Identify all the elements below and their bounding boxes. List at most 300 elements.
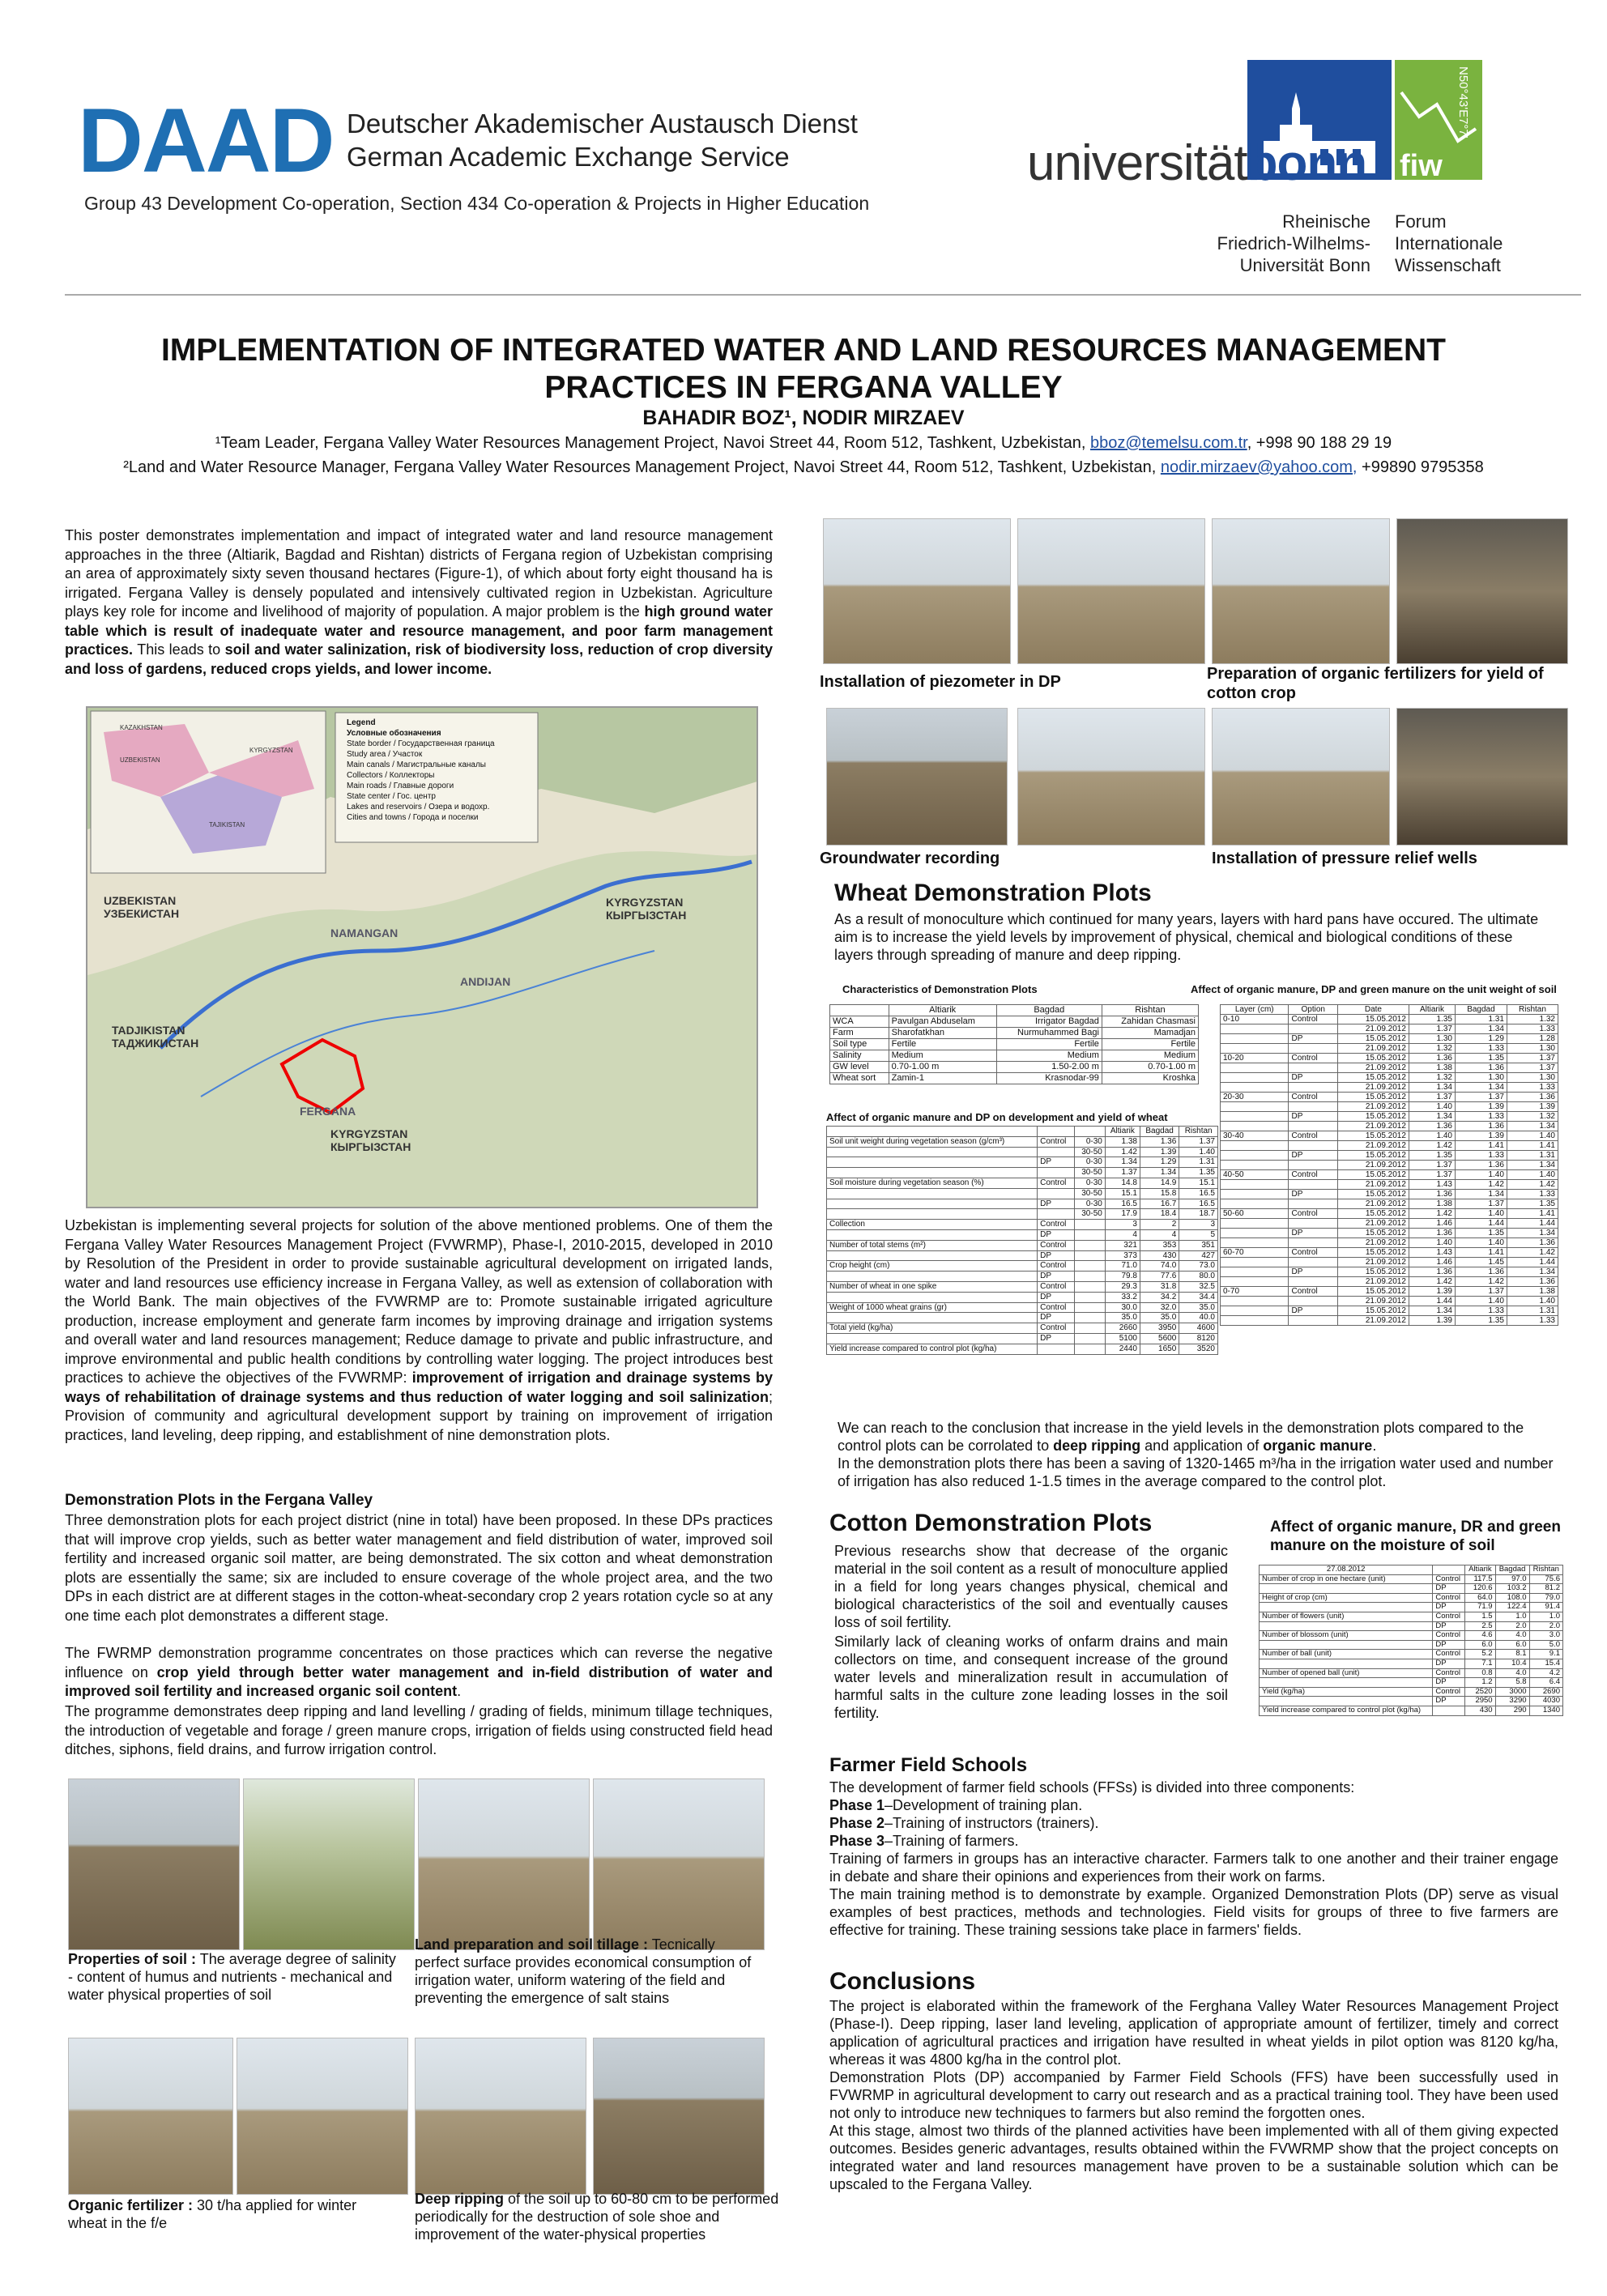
wheat-yield-cell: Control	[1038, 1261, 1075, 1272]
soil-weight-cell: 15.05.2012	[1337, 1248, 1409, 1258]
soil-weight-cell: 1.40	[1455, 1209, 1507, 1219]
soil-weight-cell: 21.09.2012	[1337, 1102, 1409, 1112]
soil-weight-row	[1221, 1238, 1558, 1248]
wheat-yield-cell: 430	[1140, 1250, 1179, 1261]
characteristics-header-cell: Rishtan	[1102, 1005, 1198, 1016]
soil-weight-cell: Control	[1289, 1170, 1338, 1180]
soil-weight-cell: 1.32	[1507, 1015, 1558, 1024]
soil-weight-cell	[1289, 1219, 1338, 1229]
table3-title: Affect of organic manure, DP and green manure on the unit weight of soil	[1191, 983, 1557, 995]
map-label: TADJIKISTAN ТАДЖИКИСТАН	[112, 1024, 199, 1050]
soil-weight-cell: 1.41	[1507, 1141, 1558, 1151]
soil-weight-row	[1221, 1073, 1558, 1083]
daad-logo: DAAD	[78, 90, 334, 191]
soil-weight-cell: 21.09.2012	[1337, 1277, 1409, 1287]
wheat-yield-cell: 31.8	[1140, 1281, 1179, 1292]
photo-land-grading	[593, 1778, 765, 1950]
wheat-yield-cell: 30.0	[1105, 1302, 1140, 1313]
cotton-moisture-cell: DP	[1433, 1697, 1465, 1706]
soil-weight-cell: Control	[1289, 1131, 1338, 1141]
wheat-yield-cell: Control	[1038, 1240, 1075, 1250]
caption-organic: Organic fertilizer : 30 t/ha applied for winter wheat in the f/e	[68, 2197, 357, 2231]
characteristics-cell: Pavulgan Abduselam	[889, 1016, 996, 1028]
characteristics-cell: Medium	[996, 1050, 1102, 1062]
cotton-moisture-cell: 290	[1495, 1706, 1529, 1715]
soil-weight-cell: 1.40	[1409, 1131, 1455, 1141]
fiw-caption: Forum Internationale Wissenschaft	[1395, 211, 1503, 275]
soil-weight-cell: 1.39	[1507, 1102, 1558, 1112]
soil-weight-cell: 1.34	[1455, 1190, 1507, 1199]
wheat-yield-cell	[1074, 1272, 1105, 1282]
soil-weight-cell	[1221, 1306, 1289, 1316]
wheat-yield-cell	[1074, 1220, 1105, 1230]
wheat-yield-cell	[827, 1313, 1038, 1323]
soil-weight-cell: 21.09.2012	[1337, 1141, 1409, 1151]
cotton-moisture-cell	[1260, 1584, 1433, 1594]
soil-weight-cell: 1.32	[1409, 1073, 1455, 1083]
soil-weight-cell: DP	[1289, 1151, 1338, 1161]
cotton-moisture-row	[1260, 1668, 1563, 1678]
soil-weight-cell	[1221, 1112, 1289, 1122]
cotton-moisture-cell: Control	[1433, 1612, 1465, 1621]
soil-weight-cell: 1.41	[1455, 1248, 1507, 1258]
wheat-yield-cell: 71.0	[1105, 1261, 1140, 1272]
soil-weight-cell: 1.35	[1455, 1316, 1507, 1326]
soil-weight-cell	[1289, 1258, 1338, 1267]
characteristics-cell: Krasnodar-99	[996, 1073, 1102, 1084]
soil-weight-cell: 1.40	[1507, 1131, 1558, 1141]
caption-soil: Properties of soil : The average degree of salinity - content of humus and nutrients - mechanical and water physical properties of soil	[68, 1951, 396, 2003]
soil-weight-cell: 1.34	[1507, 1229, 1558, 1238]
wheat-yield-cell: 1650	[1140, 1344, 1179, 1354]
soil-weight-cell: 15.05.2012	[1337, 1054, 1409, 1063]
wheat-yield-cell: 1.37	[1105, 1168, 1140, 1178]
caption-ripping: Deep ripping of the soil up to 60-80 cm to be performed periodically for the destruction of sole shoe and improvement of the water-physical properties	[415, 2191, 779, 2243]
soil-weight-cell: 1.42	[1455, 1180, 1507, 1190]
wheat-yield-cell: 1.37	[1179, 1136, 1218, 1147]
wheat-yield-cell	[1038, 1344, 1075, 1354]
wheat-yield-cell: 77.6	[1140, 1272, 1179, 1282]
affiliation-2: ²Land and Water Resource Manager, Fergana Valley Water Resources Management Project, Navoi Street 44, Room 512, Tashkent, Uzbekistan, nodir.mirzaev@yahoo.com, +99890 9795358	[123, 458, 1484, 476]
wheat-yield-cell	[1074, 1229, 1105, 1240]
soil-weight-cell: 15.05.2012	[1337, 1073, 1409, 1083]
cotton-moisture-cell: 6.0	[1495, 1640, 1529, 1650]
cotton-moisture-cell: 8.1	[1495, 1650, 1529, 1659]
photo-piezometer-1	[823, 518, 1011, 664]
wheat-yield-cell	[827, 1168, 1038, 1178]
ffs-phase-2: Phase 2–Training of instructors (trainers).	[829, 1815, 1099, 1831]
cotton-moisture-cell: 430	[1465, 1706, 1495, 1715]
wheat-yield-cell	[827, 1229, 1038, 1240]
characteristics-cell: 0.70-1.00 m	[889, 1062, 996, 1073]
cotton-moisture-cell: 5.8	[1495, 1678, 1529, 1688]
wheat-yield-cell	[827, 1188, 1038, 1199]
soil-weight-cell: 21.09.2012	[1337, 1024, 1409, 1034]
wheat-yield-cell: 3	[1179, 1220, 1218, 1230]
wheat-yield-cell: 1.35	[1179, 1168, 1218, 1178]
soil-weight-cell: Control	[1289, 1248, 1338, 1258]
cotton-moisture-header-cell: Bagdad	[1495, 1565, 1529, 1575]
wheat-yield-cell: 35.0	[1105, 1313, 1140, 1323]
cotton-moisture-row	[1260, 1659, 1563, 1668]
cotton-moisture-cell: 2.0	[1529, 1621, 1562, 1631]
soil-weight-cell: 1.37	[1455, 1199, 1507, 1209]
photo-organic-2	[1396, 518, 1568, 664]
soil-weight-cell	[1221, 1102, 1289, 1112]
characteristics-cell: Soil type	[830, 1039, 889, 1050]
soil-weight-cell	[1221, 1199, 1289, 1209]
soil-weight-cell: 21.09.2012	[1337, 1180, 1409, 1190]
cotton-moisture-cell: 1.0	[1529, 1612, 1562, 1621]
conclusions-body: The project is elaborated within the framework of the Ferghana Valley Water Resources Management Project (Phase-I). Deep ripping, laser land leveling, application of appropriate amount of fertilizer, timely and correct application of agricultural practices and irrigation have resulted in wheat yields in pilot option was 8120 kg/ha, whereas it was 4800 kg/ha in the control plot. Demonstration Plots (DP) accompanied by Farmer Field Schools (FFS) have been successfully used in FVWRMP in agricultural development to carry out research and as a practical training tool. They have been used not only to introduce new techniques to farmers but also remind the forgotten ones. At this stage, almost two thirds of the planned activities have been implemented with all of them giving expected outcomes. Besides generic advantages, results obtained within the FVWRMP show that the project concepts on integrated water and land resources management have proven to be a sustainable solution which can be upscaled to the Fergana Valley.	[829, 1998, 1558, 2192]
soil-weight-cell: 1.41	[1455, 1141, 1507, 1151]
wheat-yield-cell: 4	[1140, 1229, 1179, 1240]
soil-weight-cell: 21.09.2012	[1337, 1316, 1409, 1326]
cotton-moisture-cell: 81.2	[1529, 1584, 1562, 1594]
wheat-yield-cell	[1074, 1323, 1105, 1334]
cotton-moisture-row	[1260, 1584, 1563, 1594]
characteristics-cell: Fertile	[889, 1039, 996, 1050]
soil-weight-cell: 1.39	[1409, 1287, 1455, 1297]
map-label: ANDIJAN	[460, 975, 511, 988]
soil-weight-cell	[1289, 1161, 1338, 1170]
soil-weight-row	[1221, 1267, 1558, 1277]
characteristics-cell: 0.70-1.00 m	[1102, 1062, 1198, 1073]
cotton-moisture-cell: DP	[1433, 1678, 1465, 1688]
email-link-2[interactable]: nodir.mirzaev@yahoo.com,	[1160, 458, 1358, 476]
wheat-yield-row	[827, 1292, 1218, 1302]
cotton-moisture-row	[1260, 1593, 1563, 1603]
soil-weight-cell: 1.34	[1507, 1122, 1558, 1131]
cotton-moisture-cell: Number of opened ball (unit)	[1260, 1668, 1433, 1678]
characteristics-row	[830, 1073, 1199, 1084]
wheat-yield-cell: 4600	[1179, 1323, 1218, 1334]
wheat-yield-cell: 17.9	[1105, 1209, 1140, 1220]
cotton-moisture-row	[1260, 1640, 1563, 1650]
soil-weight-cell: 21.09.2012	[1337, 1063, 1409, 1073]
ffs-phase-1: Phase 1–Development of training plan.	[829, 1797, 1083, 1813]
cotton-moisture-cell: Control	[1433, 1574, 1465, 1584]
soil-weight-row	[1221, 1044, 1558, 1054]
wheat-yield-cell: Number of total stems (m²)	[827, 1240, 1038, 1250]
wheat-yield-cell: 32.0	[1140, 1302, 1179, 1313]
soil-weight-cell: 1.35	[1507, 1199, 1558, 1209]
soil-weight-cell: 1.44	[1455, 1219, 1507, 1229]
cotton-moisture-header-cell: Rishtan	[1529, 1565, 1562, 1575]
soil-weight-row	[1221, 1093, 1558, 1102]
soil-weight-cell: 1.36	[1409, 1122, 1455, 1131]
soil-weight-cell: 1.37	[1409, 1024, 1455, 1034]
characteristics-cell: Nurmuhammed Bagi	[996, 1028, 1102, 1039]
soil-weight-cell: 1.36	[1455, 1161, 1507, 1170]
wheat-yield-cell: DP	[1038, 1250, 1075, 1261]
soil-weight-cell: 1.36	[1455, 1267, 1507, 1277]
wheat-yield-cell: 16.5	[1105, 1199, 1140, 1209]
wheat-yield-cell: 16.5	[1179, 1188, 1218, 1199]
cotton-moisture-header-cell: Altiarik	[1465, 1565, 1495, 1575]
soil-weight-row	[1221, 1209, 1558, 1219]
wheat-yield-cell: 33.2	[1105, 1292, 1140, 1302]
soil-weight-cell	[1221, 1122, 1289, 1131]
photo-relief-well-2	[1396, 708, 1568, 846]
cotton-moisture-cell: 75.6	[1529, 1574, 1562, 1584]
wheat-yield-cell	[1074, 1333, 1105, 1344]
wheat-yield-cell: 18.7	[1179, 1209, 1218, 1220]
soil-weight-cell: 1.36	[1507, 1238, 1558, 1248]
photo-groundwater-1	[826, 708, 1008, 846]
soil-weight-cell: 15.05.2012	[1337, 1209, 1409, 1219]
soil-weight-cell: 21.09.2012	[1337, 1083, 1409, 1093]
cotton-moisture-cell: 1.0	[1495, 1612, 1529, 1621]
soil-weight-row	[1221, 1297, 1558, 1306]
soil-weight-cell	[1221, 1297, 1289, 1306]
soil-weight-cell: 1.32	[1409, 1044, 1455, 1054]
soil-weight-row	[1221, 1306, 1558, 1316]
characteristics-cell: GW level	[830, 1062, 889, 1073]
soil-weight-cell: 21.09.2012	[1337, 1238, 1409, 1248]
soil-weight-cell: 1.33	[1507, 1024, 1558, 1034]
soil-weight-cell: 20-30	[1221, 1093, 1289, 1102]
inset-label: KAZAKHSTAN	[120, 724, 163, 731]
cotton-moisture-cell: 4.0	[1495, 1668, 1529, 1678]
wheat-yield-cell: DP	[1038, 1199, 1075, 1209]
cotton-moisture-cell: 2950	[1465, 1697, 1495, 1706]
soil-weight-cell: 1.40	[1507, 1297, 1558, 1306]
wheat-yield-table	[826, 1126, 1218, 1355]
wheat-yield-header-cell: Altiarik	[1105, 1127, 1140, 1137]
soil-weight-cell: 1.36	[1409, 1229, 1455, 1238]
cotton-moisture-cell: 4.6	[1465, 1631, 1495, 1641]
wheat-yield-cell: 1.42	[1105, 1147, 1140, 1157]
characteristics-table	[829, 1004, 1199, 1084]
soil-weight-cell: 1.30	[1507, 1044, 1558, 1054]
conclusions-heading: Conclusions	[829, 1968, 976, 1995]
cotton-moisture-cell: DP	[1433, 1603, 1465, 1612]
wheat-yield-row	[827, 1250, 1218, 1261]
soil-weight-row	[1221, 1229, 1558, 1238]
wheat-yield-row	[827, 1313, 1218, 1323]
ffs-body: The development of farmer field schools (FFSs) is divided into three components: Phase 1–Development of training plan. Phase 2–Training of instructors (trainers). Phase 3–Training of farmers. Training of farmers in groups has an interactive character. Farmers talk to one another and their trainer engage in debate and share their opinions and experiences from their work on farms. The main training method is to demonstrate by example. Organized Demonstration Plots (DP) serve as visual examples of best practices, methods and technologies. Field visits for groups of three to five farmers are effective for training. These training sessions take place in farmers' fields.	[829, 1779, 1558, 1938]
soil-weight-cell	[1221, 1258, 1289, 1267]
soil-weight-cell: 1.34	[1455, 1024, 1507, 1034]
soil-weight-cell: 1.33	[1507, 1083, 1558, 1093]
wheat-yield-cell: 1.29	[1140, 1157, 1179, 1168]
soil-weight-cell: DP	[1289, 1267, 1338, 1277]
wheat-yield-row	[827, 1281, 1218, 1292]
cotton-moisture-cell: Control	[1433, 1687, 1465, 1697]
wheat-yield-cell: Soil unit weight during vegetation season (g/cm³)	[827, 1136, 1038, 1147]
soil-weight-cell: 15.05.2012	[1337, 1015, 1409, 1024]
wheat-yield-cell: 34.2	[1140, 1292, 1179, 1302]
soil-weight-cell: 1.44	[1409, 1297, 1455, 1306]
wheat-intro: As a result of monoculture which continued for many years, layers with hard pans have occured. The ultimate aim is to increase the yield levels by improvement of physical, chemical and biological conditions of these layers through spreading of manure and deep ripping.	[834, 911, 1539, 963]
wheat-yield-cell: 3	[1105, 1220, 1140, 1230]
wheat-yield-cell: Yield increase compared to control plot (kg/ha)	[827, 1344, 1038, 1354]
wheat-yield-cell: 5600	[1140, 1333, 1179, 1344]
soil-weight-row	[1221, 1034, 1558, 1044]
cotton-moisture-cell: DP	[1433, 1584, 1465, 1594]
soil-weight-cell: 1.42	[1507, 1180, 1558, 1190]
wheat-yield-cell	[1074, 1313, 1105, 1323]
soil-weight-cell: 1.39	[1455, 1131, 1507, 1141]
wheat-yield-cell	[1038, 1168, 1075, 1178]
soil-weight-row	[1221, 1170, 1558, 1180]
wheat-yield-cell	[827, 1199, 1038, 1209]
soil-weight-cell: 1.40	[1455, 1238, 1507, 1248]
soil-weight-row	[1221, 1063, 1558, 1073]
caption-organic-prep: Preparation of organic fertilizers for yield of cotton crop	[1207, 665, 1544, 702]
cotton-moisture-cell: 64.0	[1465, 1593, 1495, 1603]
cotton-paragraph-2: Similarly lack of cleaning works of onfarm drains and main collectors on time, and consequent increase of the ground water levels and mineralization result in accumulation of harmful salts in the culture zone leading losses in the soil fertility.	[834, 1634, 1228, 1721]
cotton-moisture-cell: 108.0	[1495, 1593, 1529, 1603]
cotton-moisture-cell: 10.4	[1495, 1659, 1529, 1668]
wheat-yield-cell	[827, 1292, 1038, 1302]
soil-weight-cell: 1.36	[1409, 1054, 1455, 1063]
soil-weight-cell: 1.40	[1409, 1102, 1455, 1112]
soil-weight-cell: 21.09.2012	[1337, 1219, 1409, 1229]
email-link-1[interactable]: bboz@temelsu.com.tr	[1089, 434, 1247, 452]
soil-weight-cell	[1289, 1044, 1338, 1054]
soil-weight-row	[1221, 1287, 1558, 1297]
soil-weight-cell: 1.36	[1455, 1122, 1507, 1131]
soil-weight-cell: 21.09.2012	[1337, 1258, 1409, 1267]
map-label: KYRGYZSTAN КЫРГЫЗСТАН	[606, 896, 687, 922]
soil-weight-cell: 1.39	[1455, 1102, 1507, 1112]
soil-weight-cell: 15.05.2012	[1337, 1190, 1409, 1199]
cotton-moisture-cell: Height of crop (cm)	[1260, 1593, 1433, 1603]
cotton-moisture-cell	[1260, 1603, 1433, 1612]
cotton-moisture-cell: 122.4	[1495, 1603, 1529, 1612]
characteristics-row	[830, 1039, 1199, 1050]
soil-weight-row	[1221, 1151, 1558, 1161]
soil-weight-cell: 1.46	[1409, 1219, 1455, 1229]
project-paragraph: Uzbekistan is implementing several projects for solution of the above mentioned problems. One of them the Fergana Valley Water Resources Management Project (FVWRMP), Phase-I, 2010-2015, developed in 2010 by Resolution of the President in order to provide sustainable agricultural development on irrigated lands, water and land resources use efficiency increase in Fergana Valley, as well as extension of collaboration with the World Bank. The main objectives of the FVWRMP are to: Promote sustainable irrigated agriculture production, increase employment and generate farm incomes by improving drainage and irrigation systems and overall water and land resources management; Reduce damage to private and public infrastructure, and improve environmental and public health conditions by controlling water logging. The project introduces best practices to achieve the objectives of the FVWRMP: improvement of irrigation and drainage systems by ways of rehabilitation of drainage systems and thus reduction of water logging and soil salinization; Provision of community and agricultural development support by training on improvement of irrigation practices, land leveling, deep ripping, and establishment of nine demonstration plots.	[65, 1217, 773, 1443]
soil-weight-cell	[1289, 1063, 1338, 1073]
soil-weight-cell: 1.37	[1409, 1093, 1455, 1102]
characteristics-cell: Irrigator Bagdad	[996, 1016, 1102, 1028]
soil-weight-cell: 1.36	[1455, 1063, 1507, 1073]
wheat-yield-cell: 1.34	[1140, 1168, 1179, 1178]
wheat-yield-cell: 1.34	[1105, 1157, 1140, 1168]
soil-weight-cell: 1.30	[1455, 1073, 1507, 1083]
cotton-moisture-cell: 117.5	[1465, 1574, 1495, 1584]
characteristics-row	[830, 1050, 1199, 1062]
cotton-moisture-cell: 0.8	[1465, 1668, 1495, 1678]
wheat-yield-cell: 0-30	[1074, 1178, 1105, 1188]
photo-organic-1	[1212, 518, 1390, 664]
soil-weight-header-cell: Rishtan	[1507, 1005, 1558, 1015]
soil-weight-cell	[1221, 1151, 1289, 1161]
wheat-yield-header-cell: Bagdad	[1140, 1127, 1179, 1137]
photo-tractor-leveling	[418, 1778, 590, 1950]
soil-weight-cell: 50-60	[1221, 1209, 1289, 1219]
soil-weight-cell: 1.44	[1507, 1258, 1558, 1267]
wheat-yield-cell: 427	[1179, 1250, 1218, 1261]
programme-paragraph: The programme demonstrates deep ripping and land levelling / grading of fields, minimum tillage techniques, the introduction of vegetable and forage / green manure crops, irrigation of fields using constructed field head ditches, siphons, field drains, and furrow irrigation control.	[65, 1703, 773, 1757]
wheat-yield-cell: 5	[1179, 1229, 1218, 1240]
photo-manure-piles	[68, 2038, 233, 2195]
wheat-yield-cell	[1038, 1209, 1075, 1220]
cotton-moisture-cell: Yield (kg/ha)	[1260, 1687, 1433, 1697]
soil-weight-cell: 15.05.2012	[1337, 1306, 1409, 1316]
soil-weight-cell: DP	[1289, 1073, 1338, 1083]
soil-weight-cell: 1.42	[1409, 1141, 1455, 1151]
wheat-yield-cell	[1074, 1302, 1105, 1313]
soil-weight-cell: 40-50	[1221, 1170, 1289, 1180]
characteristics-cell: Zamin-1	[889, 1073, 996, 1084]
wheat-yield-cell: Control	[1038, 1178, 1075, 1188]
soil-weight-cell	[1289, 1180, 1338, 1190]
soil-weight-cell: Control	[1289, 1015, 1338, 1024]
wheat-yield-cell: 3950	[1140, 1323, 1179, 1334]
wheat-yield-cell: 14.8	[1105, 1178, 1140, 1188]
soil-weight-cell: 1.41	[1507, 1209, 1558, 1219]
map-label: FERGANA	[300, 1105, 356, 1118]
soil-weight-cell: Control	[1289, 1093, 1338, 1102]
wheat-yield-cell: 79.8	[1105, 1272, 1140, 1282]
wheat-yield-row	[827, 1168, 1218, 1178]
soil-weight-cell: 15.05.2012	[1337, 1229, 1409, 1238]
soil-weight-row	[1221, 1199, 1558, 1209]
table2-title: Affect of organic manure and DP on development and yield of wheat	[826, 1111, 1168, 1123]
soil-weight-cell: 1.42	[1409, 1277, 1455, 1287]
soil-weight-table	[1220, 1004, 1558, 1326]
photo-soil-pit	[68, 1778, 240, 1950]
wheat-yield-cell: DP	[1038, 1313, 1075, 1323]
intro-paragraph: This poster demonstrates implementation and impact of integrated water and land resource management approaches in the three (Altiarik, Bagdad and Rishtan) districts of Fergana region of Uzbekistan comprising an area of approximately sixty seven thousand hectares (Figure-1), of which about forty eight thousand ha is irrigated. Fergana Valley is densely populated and intensively cultivated region in Uzbekistan. Agriculture plays key role for income and livelihood of majority of population. A major problem is the high ground water table which is result of inadequate water and resource management, and poor farm management practices. This leads to soil and water salinization, risk of biodiversity loss, reduction of crop diversity and loss of gardens, reduced crops yields, and lower income.	[65, 527, 773, 677]
characteristics-cell: Farm	[830, 1028, 889, 1039]
characteristics-cell: Fertile	[1102, 1039, 1198, 1050]
soil-weight-cell: 21.09.2012	[1337, 1122, 1409, 1131]
cotton-moisture-cell: 71.9	[1465, 1603, 1495, 1612]
soil-weight-cell	[1289, 1122, 1338, 1131]
soil-weight-cell: 1.30	[1409, 1034, 1455, 1044]
soil-weight-cell	[1221, 1024, 1289, 1034]
cotton-moisture-cell: 120.6	[1465, 1584, 1495, 1594]
soil-weight-row	[1221, 1131, 1558, 1141]
cotton-moisture-row	[1260, 1706, 1563, 1715]
characteristics-row	[830, 1028, 1199, 1039]
wheat-yield-cell	[827, 1250, 1038, 1261]
wheat-yield-row	[827, 1157, 1218, 1168]
wheat-yield-cell	[1074, 1240, 1105, 1250]
characteristics-cell: Kroshka	[1102, 1073, 1198, 1084]
cotton-moisture-cell: 6.4	[1529, 1678, 1562, 1688]
fergana-map	[86, 706, 758, 1208]
wheat-yield-row	[827, 1229, 1218, 1240]
soil-weight-cell: 1.42	[1507, 1248, 1558, 1258]
soil-weight-cell	[1289, 1083, 1338, 1093]
characteristics-cell: WCA	[830, 1016, 889, 1028]
soil-weight-cell: 1.37	[1409, 1161, 1455, 1170]
caption-groundwater: Groundwater recording	[820, 850, 1000, 867]
wheat-yield-header-cell	[827, 1127, 1038, 1137]
soil-weight-cell: 0-70	[1221, 1287, 1289, 1297]
soil-weight-row	[1221, 1015, 1558, 1024]
cotton-moisture-cell	[1260, 1678, 1433, 1688]
wheat-yield-cell: Crop height (cm)	[827, 1261, 1038, 1272]
wheat-yield-row	[827, 1220, 1218, 1230]
wheat-yield-cell: 74.0	[1140, 1261, 1179, 1272]
soil-weight-cell: 1.46	[1409, 1258, 1455, 1267]
soil-weight-cell	[1289, 1277, 1338, 1287]
authors: BAHADIR BOZ¹, NODIR MIRZAEV	[642, 407, 965, 429]
daad-name: Deutscher Akademischer Austausch Dienst German Academic Exchange Service	[347, 109, 858, 172]
cotton-moisture-header-cell: 27.08.2012	[1260, 1565, 1433, 1575]
photo-piezometer-2	[1017, 518, 1205, 664]
wheat-yield-cell: Control	[1038, 1323, 1075, 1334]
wheat-yield-cell: 1.36	[1140, 1136, 1179, 1147]
